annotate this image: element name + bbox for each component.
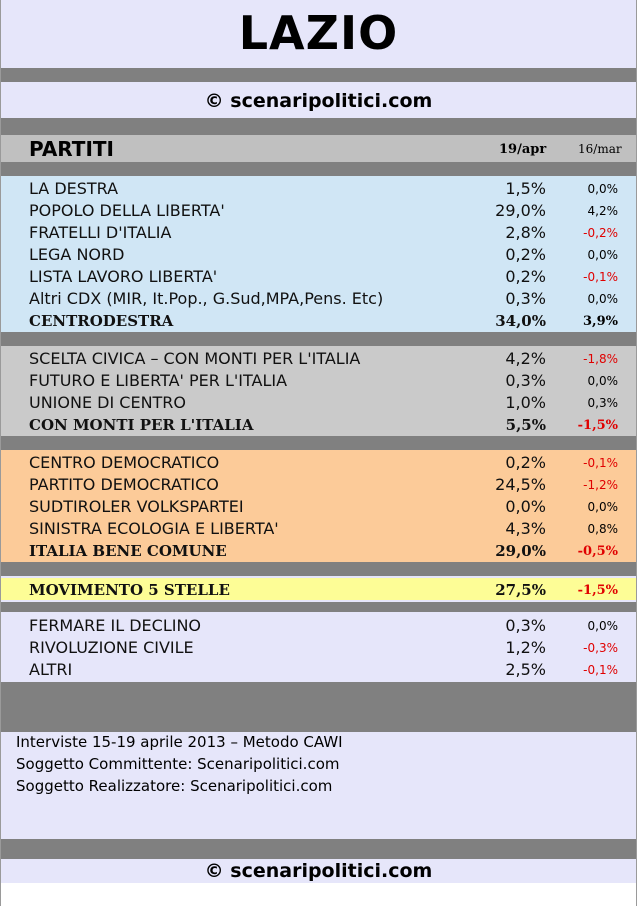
party-change: -0,1% <box>583 663 618 677</box>
party-name: ITALIA BENE COMUNE <box>29 542 227 560</box>
table-row <box>1 636 636 658</box>
note-line: Interviste 15-19 aprile 2013 – Metodo CAWI <box>16 733 343 751</box>
party-change: -0,1% <box>583 270 618 284</box>
party-value: 5,5% <box>505 416 546 434</box>
party-change: 0,0% <box>587 619 618 633</box>
party-change: -0,1% <box>583 456 618 470</box>
header-col-prev: 16/mar <box>578 142 622 156</box>
party-name: FRATELLI D'ITALIA <box>29 223 172 242</box>
party-name: CENTRO DEMOCRATICO <box>29 453 220 472</box>
table-row <box>1 177 636 199</box>
party-name: CENTRODESTRA <box>29 312 174 330</box>
site-credit-top: © scenaripolitici.com <box>204 90 433 112</box>
party-name: LISTA LAVORO LIBERTA' <box>29 267 218 286</box>
party-change: 4,2% <box>587 204 618 218</box>
party-name: RIVOLUZIONE CIVILE <box>29 638 194 657</box>
party-change: 0,0% <box>587 500 618 514</box>
party-change: 3,9% <box>583 314 618 329</box>
party-change: 0,0% <box>587 292 618 306</box>
divider <box>1 436 636 450</box>
divider <box>1 602 636 612</box>
party-name: Altri CDX (MIR, It.Pop., G.Sud,MPA,Pens. Etc) <box>29 289 384 308</box>
party-name: LA DESTRA <box>29 179 119 198</box>
table-row <box>1 517 636 539</box>
party-name: FERMARE IL DECLINO <box>29 616 202 635</box>
table-row <box>1 391 636 413</box>
divider <box>1 332 636 346</box>
party-value: 1,5% <box>505 179 546 198</box>
party-value: 2,8% <box>505 223 546 242</box>
party-name: SCELTA CIVICA – CON MONTI PER L'ITALIA <box>29 349 361 368</box>
table-row-total <box>1 309 636 331</box>
party-value: 0,3% <box>505 616 546 635</box>
note-line: Soggetto Committente: Scenaripolitici.com <box>16 755 340 773</box>
party-value: 0,2% <box>505 267 546 286</box>
party-value: 29,0% <box>495 201 546 220</box>
divider <box>1 162 636 176</box>
divider <box>1 118 636 135</box>
table-row <box>1 347 636 369</box>
party-name: SINISTRA ECOLOGIA E LIBERTA' <box>29 519 279 538</box>
table-row <box>1 265 636 287</box>
party-value: 1,0% <box>505 393 546 412</box>
header-label: PARTITI <box>29 137 114 161</box>
party-value: 4,3% <box>505 519 546 538</box>
party-value: 4,2% <box>505 349 546 368</box>
table-row <box>1 495 636 517</box>
party-name: MOVIMENTO 5 STELLE <box>29 581 230 599</box>
divider <box>1 839 636 859</box>
table-row-total <box>1 413 636 435</box>
divider <box>1 682 636 732</box>
table-row <box>1 221 636 243</box>
party-value: 29,0% <box>495 542 546 560</box>
divider <box>1 562 636 576</box>
page-title: LAZIO <box>238 6 399 60</box>
party-value: 0,2% <box>505 245 546 264</box>
party-value: 0,2% <box>505 453 546 472</box>
party-value: 0,3% <box>505 371 546 390</box>
party-value: 0,3% <box>505 289 546 308</box>
party-change: 0,0% <box>587 248 618 262</box>
party-value: 2,5% <box>505 660 546 679</box>
table-row <box>1 369 636 391</box>
table-row-total <box>1 578 636 600</box>
party-value: 24,5% <box>495 475 546 494</box>
party-name: ALTRI <box>29 660 73 679</box>
divider <box>1 68 636 82</box>
party-change: 0,0% <box>587 374 618 388</box>
table-row-total <box>1 539 636 561</box>
party-change: -1,2% <box>583 478 618 492</box>
table-row <box>1 199 636 221</box>
survey-notes <box>16 731 343 797</box>
party-value: 34,0% <box>495 312 546 330</box>
table-row <box>1 243 636 265</box>
party-change: -0,2% <box>583 226 618 240</box>
party-name: CON MONTI PER L'ITALIA <box>29 416 254 434</box>
party-change: 0,3% <box>587 396 618 410</box>
table-row <box>1 473 636 495</box>
table-row <box>1 451 636 473</box>
table-row <box>1 614 636 636</box>
party-change: -1,5% <box>577 418 618 433</box>
table-header <box>1 135 636 162</box>
party-change: 0,8% <box>587 522 618 536</box>
site-credit-bottom: © scenaripolitici.com <box>204 860 433 882</box>
party-name: FUTURO E LIBERTA' PER L'ITALIA <box>29 371 288 390</box>
party-name: UNIONE DI CENTRO <box>29 393 187 412</box>
party-change: -1,5% <box>577 583 618 598</box>
party-change: -0,3% <box>583 641 618 655</box>
party-name: LEGA NORD <box>29 245 125 264</box>
party-name: PARTITO DEMOCRATICO <box>29 475 219 494</box>
party-value: 27,5% <box>495 581 546 599</box>
party-change: -0,5% <box>577 544 618 559</box>
party-change: 0,0% <box>587 182 618 196</box>
party-value: 0,0% <box>505 497 546 516</box>
party-name: POPOLO DELLA LIBERTA' <box>29 201 225 220</box>
header-col-current: 19/apr <box>499 142 547 157</box>
table-row <box>1 658 636 680</box>
party-name: SUDTIROLER VOLKSPARTEI <box>29 497 244 516</box>
table-row <box>1 287 636 309</box>
note-line: Soggetto Realizzatore: Scenaripolitici.com <box>16 777 333 795</box>
party-value: 1,2% <box>505 638 546 657</box>
party-change: -1,8% <box>583 352 618 366</box>
